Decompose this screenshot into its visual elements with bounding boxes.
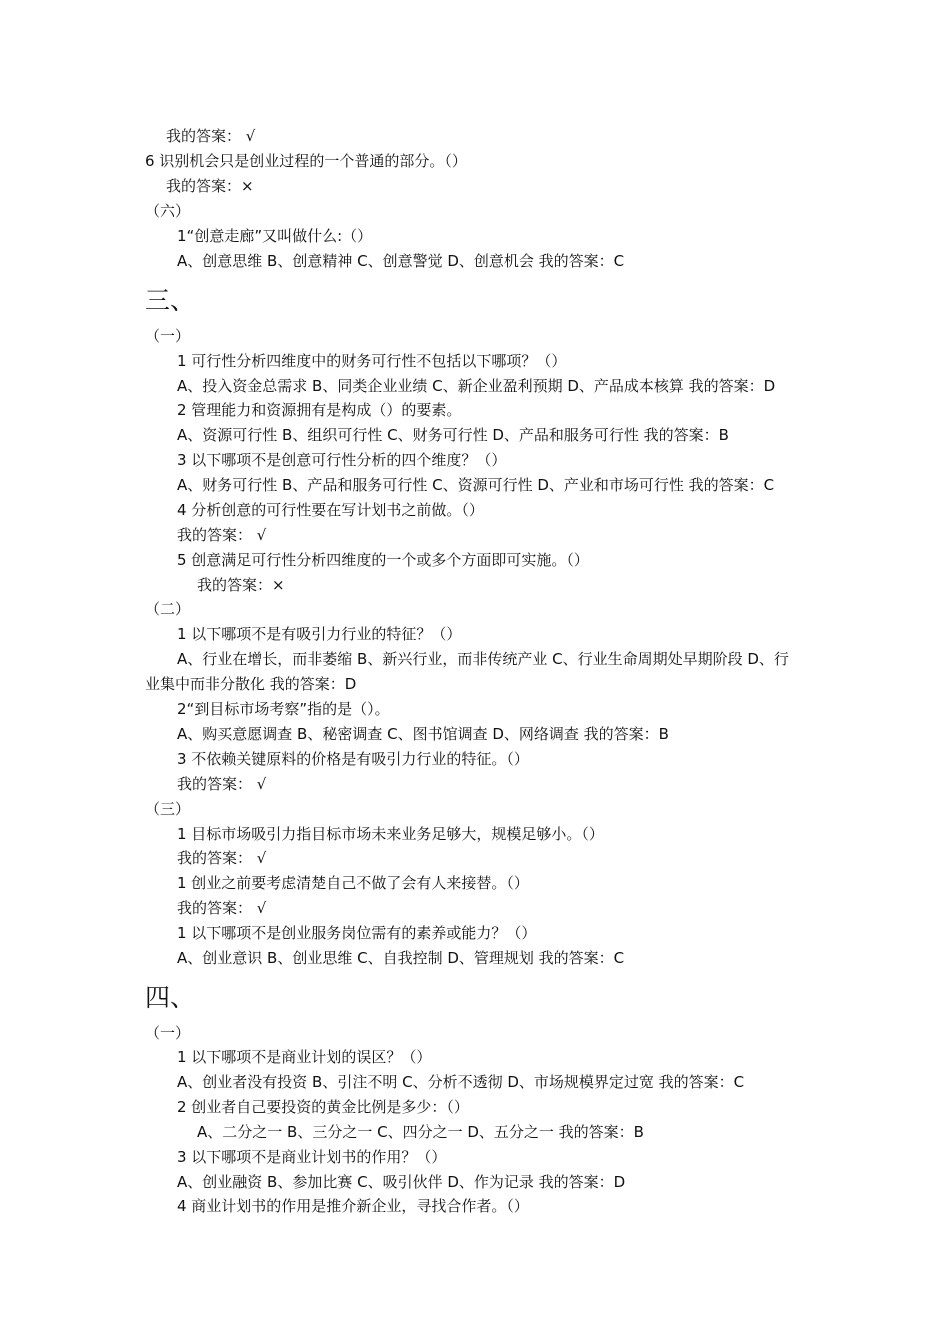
- options-line: 业集中而非分散化 我的答案：D: [145, 675, 357, 693]
- answer-line: 我的答案：×: [197, 576, 285, 594]
- options-line: A、创业融资 B、参加比赛 C、吸引伙伴 D、作为记录 我的答案：D: [177, 1173, 626, 1191]
- question-line: 3 以下哪项不是创意可行性分析的四个维度？（）: [177, 451, 507, 469]
- question-line: 4 分析创意的可行性要在写计划书之前做。（）: [177, 501, 484, 519]
- answer-line: 我的答案： √: [177, 899, 267, 917]
- question-line: 1 创业之前要考虑清楚自己不做了会有人来接替。（）: [177, 874, 529, 892]
- question-line: 4 商业计划书的作用是推介新企业，寻找合作者。（）: [177, 1197, 529, 1215]
- question-line: 1 目标市场吸引力指目标市场未来业务足够大，规模足够小。（）: [177, 825, 604, 843]
- question-line: 3 不依赖关键原料的价格是有吸引力行业的特征。（）: [177, 750, 529, 768]
- options-line: A、创意思维 B、创意精神 C、创意警觉 D、创意机会 我的答案：C: [177, 252, 625, 270]
- options-line: A、二分之一 B、三分之一 C、四分之一 D、五分之一 我的答案：B: [197, 1123, 644, 1141]
- section-heading: 三、: [145, 286, 196, 315]
- options-line: A、行业在增长，而非萎缩 B、新兴行业，而非传统产业 C、行业生命周期处早期阶段 D、行: [177, 650, 789, 668]
- answer-line: 我的答案： √: [177, 849, 267, 867]
- question-line: 1 以下哪项不是有吸引力行业的特征？（）: [177, 625, 462, 643]
- subsection-label: （三）: [145, 800, 191, 818]
- answer-line: 我的答案： √: [177, 775, 267, 793]
- options-line: A、创业者没有投资 B、引注不明 C、分析不透彻 D、市场规模界定过宽 我的答案：C: [177, 1073, 745, 1091]
- section-heading: 四、: [145, 983, 196, 1012]
- subsection-label: （六）: [145, 202, 191, 220]
- question-line: 1 以下哪项不是创业服务岗位需有的素养或能力？（）: [177, 924, 537, 942]
- answer-line: 我的答案：×: [166, 177, 254, 195]
- options-line: A、购买意愿调查 B、秘密调查 C、图书馆调查 D、网络调查 我的答案：B: [177, 725, 669, 743]
- subsection-label: （一）: [145, 1024, 191, 1042]
- question-line: 5 创意满足可行性分析四维度的一个或多个方面即可实施。（）: [177, 551, 589, 569]
- question-line: 6 识别机会只是创业过程的一个普通的部分。（）: [145, 152, 467, 170]
- options-line: A、财务可行性 B、产品和服务可行性 C、资源可行性 D、产业和市场可行性 我的答案：C: [177, 476, 775, 494]
- question-line: 3 以下哪项不是商业计划书的作用？（）: [177, 1148, 447, 1166]
- subsection-label: （一）: [145, 327, 191, 345]
- subsection-label: （二）: [145, 600, 191, 618]
- answer-line: 我的答案： √: [177, 526, 267, 544]
- question-line: 1 以下哪项不是商业计划的误区？（）: [177, 1048, 432, 1066]
- question-line: 2 管理能力和资源拥有是构成（）的要素。: [177, 401, 462, 419]
- question-line: 1 可行性分析四维度中的财务可行性不包括以下哪项？（）: [177, 352, 567, 370]
- question-line: 1“创意走廊”又叫做什么:（）: [177, 227, 373, 245]
- options-line: A、投入资金总需求 B、同类企业业绩 C、新企业盈利预期 D、产品成本核算 我的答案：D: [177, 377, 776, 395]
- options-line: A、资源可行性 B、组织可行性 C、财务可行性 D、产品和服务可行性 我的答案：B: [177, 426, 729, 444]
- question-line: 2“到目标市场考察”指的是（）。: [177, 700, 390, 718]
- question-line: 2 创业者自己要投资的黄金比例是多少：（）: [177, 1098, 469, 1116]
- options-line: A、创业意识 B、创业思维 C、自我控制 D、管理规划 我的答案：C: [177, 949, 625, 967]
- answer-line: 我的答案： √: [166, 127, 256, 145]
